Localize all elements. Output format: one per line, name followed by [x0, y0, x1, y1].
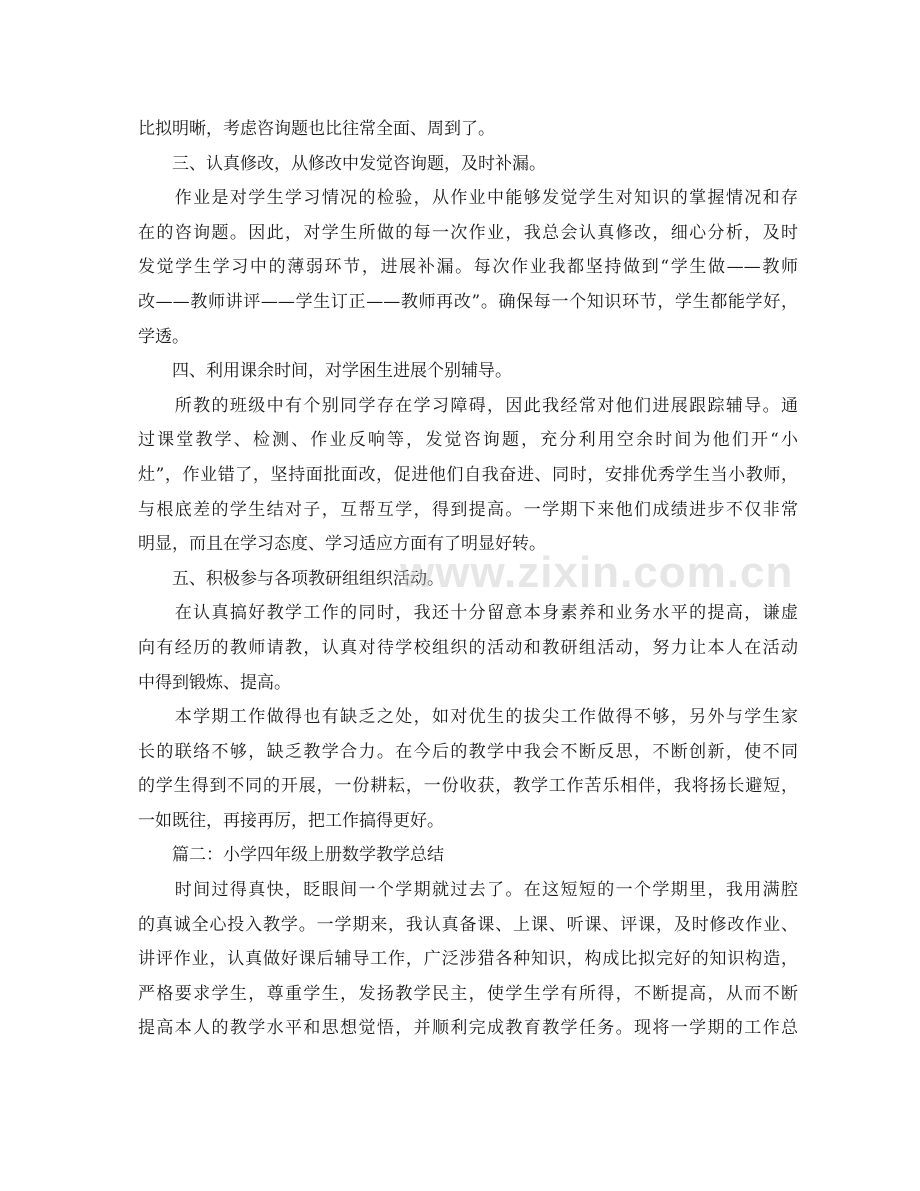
text-line: 的学生得到不同的开展，一份耕耘，一份收获，教学工作苦乐相伴，我将扬长避短， [138, 776, 798, 797]
text-line: 在认真搞好教学工作的同时，我还十分留意本身素养和业务水平的提高，谦虚 [138, 603, 798, 624]
text-line: 本学期工作做得也有缺乏之处，如对优生的拔尖工作做得不够，另外与学生家 [138, 707, 798, 728]
text-line: 严格要求学生，尊重学生，发扬教学民主，使学生学有所得，不断提高，从而不断 [138, 983, 798, 1004]
text-line: 一如既往，再接再厉，把工作搞得更好。 [138, 810, 444, 831]
text-line: 学透。 [138, 326, 189, 347]
text-line: 比拟明晰，考虑咨询题也比往常全面、周到了。 [138, 119, 495, 139]
text-line: 的真诚全心投入教学。一学期来，我认真备课、上课、听课、评课，及时修改作业、 [138, 914, 798, 935]
text-line: 向有经历的教师请教，认真对待学校组织的活动和教研组活动，努力让本人在活动 [138, 637, 798, 658]
section-heading: 四、利用课余时间，对学困生进展个别辅导。 [138, 361, 512, 382]
text-line: 与根底差的学生结对子，互帮互学，得到提高。一学期下来他们成绩进步不仅非常 [138, 499, 798, 520]
text-line: 提高本人的教学水平和思想觉悟，并顺利完成教育教学任务。现将一学期的工作总 [138, 1018, 798, 1039]
section-heading: 三、认真修改，从修改中发觉咨询题，及时补漏。 [138, 153, 546, 174]
text-line: 灶”，作业错了，坚持面批面改，促进他们自我奋进、同时，安排优秀学生当小教师， [138, 464, 798, 485]
text-line: 长的联络不够，缺乏教学合力。在今后的教学中我会不断反思，不断创新，使不同 [138, 741, 798, 762]
section-heading: 篇二：小学四年级上册数学教学总结 [138, 845, 444, 866]
text-line: 明显，而且在学习态度、学习适应方面有了明显好转。 [138, 534, 546, 555]
text-line: 中得到锻炼、提高。 [138, 672, 291, 693]
text-line: 作业是对学生学习情况的检验，从作业中能够发觉学生对知识的掌握情况和存 [138, 188, 798, 209]
text-line: 时间过得真快，眨眼间一个学期就过去了。在这短短的一个学期里，我用满腔 [138, 880, 798, 901]
watermark: www.zixin.com.cn [400, 548, 794, 597]
text-line: 在的咨询题。因此，对学生所做的每一次作业，我总会认真修改，细心分析，及时 [138, 222, 798, 243]
text-line: 讲评作业，认真做好课后辅导工作，广泛涉猎各种知识，构成比拟完好的知识构造， [138, 949, 798, 970]
text-line: 改——教师讲评——学生订正——教师再改”。确保每一个知识环节，学生都能学好， [138, 291, 798, 312]
section-heading: 五、积极参与各项教研组组织活动。 [138, 568, 444, 589]
text-line: 过课堂教学、检测、作业反响等，发觉咨询题，充分利用空余时间为他们开“小 [138, 430, 798, 451]
text-line: 所教的班级中有个别同学存在学习障碍，因此我经常对他们进展跟踪辅导。通 [138, 395, 798, 416]
text-line: 发觉学生学习中的薄弱环节，进展补漏。每次作业我都坚持做到“学生做——教师 [138, 257, 798, 278]
